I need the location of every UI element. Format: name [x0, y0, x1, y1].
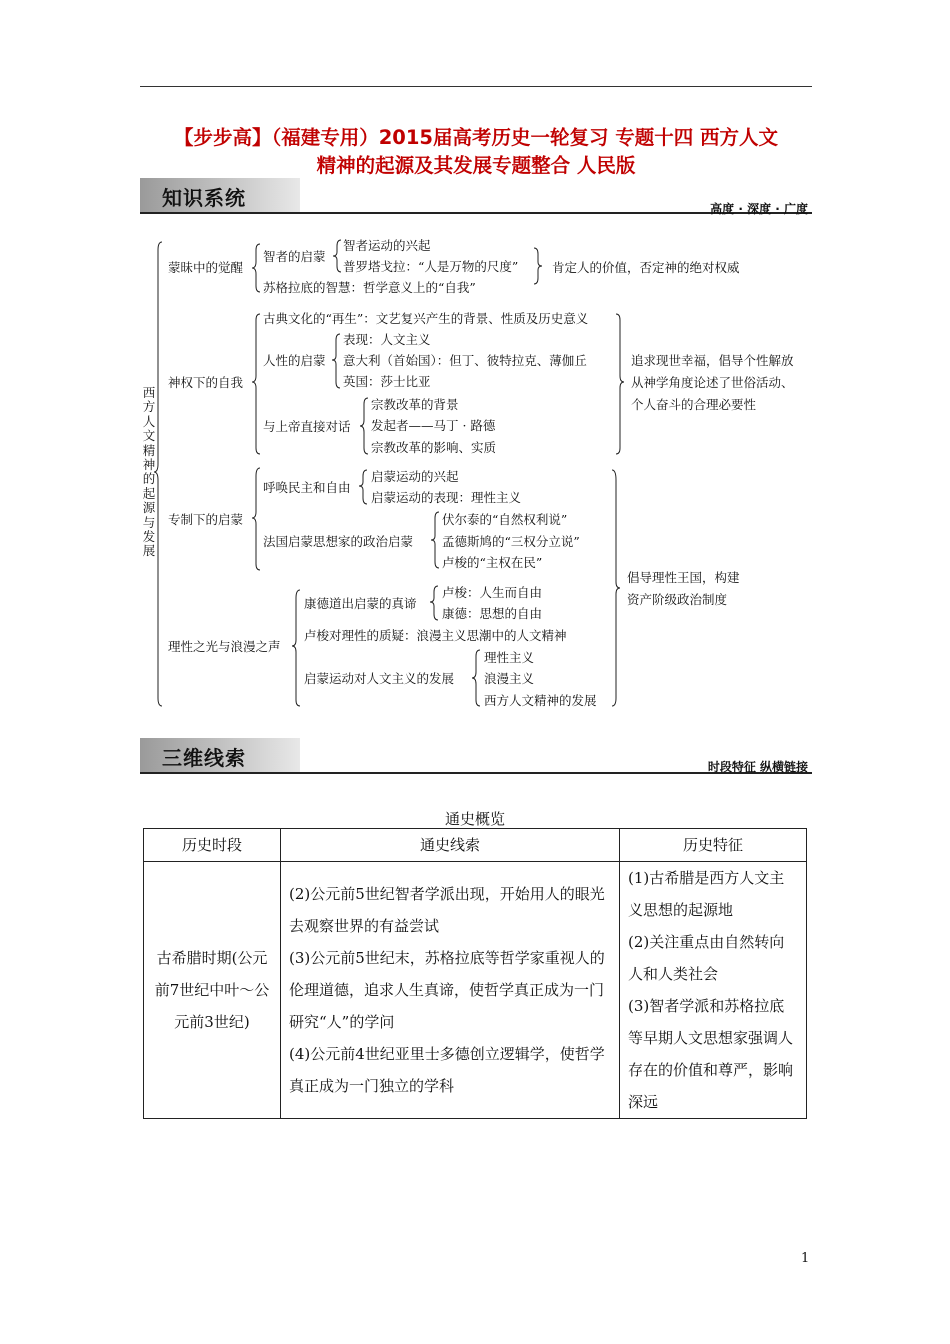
node-zhizhe-b: 普罗塔戈拉：“人是万物的尺度”	[343, 259, 519, 274]
title-line-1: 【步步高】（福建专用）2015届高考历史一轮复习 专题十四 西方人文	[173, 126, 779, 149]
node-dev: 启蒙运动对人文主义的发展	[304, 671, 455, 686]
node-fr-a: 伏尔泰的“自然权利说”	[442, 512, 568, 527]
feature-1: (1)古希腊是西方人文主义思想的起源地	[628, 869, 785, 919]
cell-period: 古希腊时期(公元前7世纪中叶～公元前3世纪)	[144, 862, 281, 1119]
node-fr-b: 孟德斯鸠的“三权分立说”	[442, 534, 580, 549]
bracket-g3	[252, 468, 260, 570]
bracket-g4	[292, 590, 300, 706]
bracket-g2	[252, 314, 260, 454]
node-g1: 蒙昧中的觉醒	[168, 260, 244, 275]
node-rx-a: 表现：人文主义	[343, 332, 431, 347]
node-g3: 专制下的启蒙	[168, 512, 244, 527]
table-row	[144, 862, 807, 1119]
summary-g2-line1: 追求现世幸福，倡导个性解放	[631, 353, 794, 368]
summary-g2-line2: 从神学角度论述了世俗活动、	[631, 375, 794, 390]
node-dl-b: 发起者——马丁 · 路德	[371, 418, 496, 433]
node-dl-a: 宗教改革的背景	[371, 397, 459, 412]
node-fr-c: 卢梭的“主权在民”	[442, 555, 543, 570]
table-header-row	[144, 829, 807, 862]
page-number: 1	[801, 1251, 810, 1266]
cell-feature	[620, 862, 807, 1119]
section-clues-title: 三维线索	[162, 746, 246, 770]
node-classic: 古典文化的“再生”：文艺复兴产生的背景、性质及历史意义	[263, 311, 589, 326]
clue-4: (4)公元前4世纪亚里士多德创立逻辑学，使哲学真正成为一门独立的学科	[289, 1045, 605, 1095]
section-clues-tagline: 时段特征 纵横链接	[707, 760, 808, 774]
node-kt-b: 康德：思想的自由	[442, 606, 543, 621]
node-g4: 理性之光与浪漫之声	[168, 639, 281, 654]
node-france: 法国启蒙思想家的政治启蒙	[263, 534, 414, 549]
node-g2: 神权下的自我	[168, 375, 244, 390]
node-rousseau: 卢梭对理性的质疑：浪漫主义思潮中的人文精神	[304, 628, 567, 643]
cell-clue	[281, 862, 620, 1119]
node-dv-c: 西方人文精神的发展	[484, 693, 597, 708]
bracket-g2-summary	[616, 314, 624, 454]
node-kant: 康德道出启蒙的真谛	[304, 596, 417, 611]
header-period: 历史时段	[144, 829, 281, 862]
feature-2: (2)关注重点由自然转向人和人类社会	[628, 933, 785, 983]
section-knowledge-tagline: 高度 · 深度 · 广度	[710, 202, 808, 216]
bracket-dialog	[360, 398, 368, 454]
node-kt-a: 卢梭：人生而自由	[442, 585, 543, 600]
bracket-g34-summary	[612, 470, 620, 706]
clue-2: (2)公元前5世纪智者学派出现，开始用人的眼光去观察世界的有益尝试	[289, 885, 605, 935]
bracket-renxing	[332, 334, 340, 388]
clue-3: (3)公元前5世纪末，苏格拉底等哲学家重视人的伦理道德，追求人生真谛，使哲学真正成为一门研究“人”的学问	[289, 949, 605, 1031]
node-dv-a: 理性主义	[484, 650, 535, 665]
feature-3: (3)智者学派和苏格拉底等早期人文思想家强调人存在的价值和尊严，影响深远	[628, 997, 794, 1111]
bracket-dev	[472, 650, 480, 706]
bracket-huhuan	[359, 470, 367, 504]
node-zhizhe: 智者的启蒙	[263, 249, 326, 264]
summary-g34-line1: 倡导理性王国，构建	[627, 570, 740, 585]
node-zhizhe-a: 智者运动的兴起	[343, 238, 431, 253]
node-dl-c: 宗教改革的影响、实质	[371, 440, 497, 455]
overview-table	[143, 828, 807, 1119]
title-line-2: 精神的起源及其发展专题整合 人民版	[316, 154, 636, 177]
bracket-france	[431, 512, 439, 568]
node-dialog: 与上帝直接对话	[263, 419, 351, 434]
node-rx-b: 意大利（首始国）：但丁、彼特拉克、薄伽丘	[343, 353, 587, 368]
node-rx-c: 英国：莎士比亚	[343, 374, 431, 389]
summary-g2-line3: 个人奋斗的合理必要性	[631, 397, 757, 412]
node-huhuan: 呼唤民主和自由	[263, 480, 351, 495]
summary-g1: 肯定人的价值，否定神的绝对权威	[552, 260, 740, 275]
section-knowledge-title: 知识系统	[162, 186, 246, 210]
section-clues-header	[140, 738, 812, 778]
bracket-zhizhe	[333, 240, 341, 272]
node-sugeladi: 苏格拉底的智慧：哲学意义上的“自我”	[263, 280, 476, 295]
header-clue: 通史线索	[281, 829, 620, 862]
bracket-g1	[252, 244, 260, 292]
node-dv-b: 浪漫主义	[484, 671, 535, 686]
summary-g34-line2: 资产阶级政治制度	[627, 592, 728, 607]
node-hh-b: 启蒙运动的表现：理性主义	[371, 490, 522, 505]
header-feature: 历史特征	[620, 829, 807, 862]
mindmap-root: 西方人文精神的起源与发展	[142, 385, 156, 559]
table-caption: 通史概览	[444, 810, 505, 828]
bracket-g1-summary	[534, 248, 542, 284]
bracket-kant	[430, 586, 438, 620]
node-renxing: 人性的启蒙	[263, 353, 326, 368]
node-hh-a: 启蒙运动的兴起	[371, 469, 459, 484]
